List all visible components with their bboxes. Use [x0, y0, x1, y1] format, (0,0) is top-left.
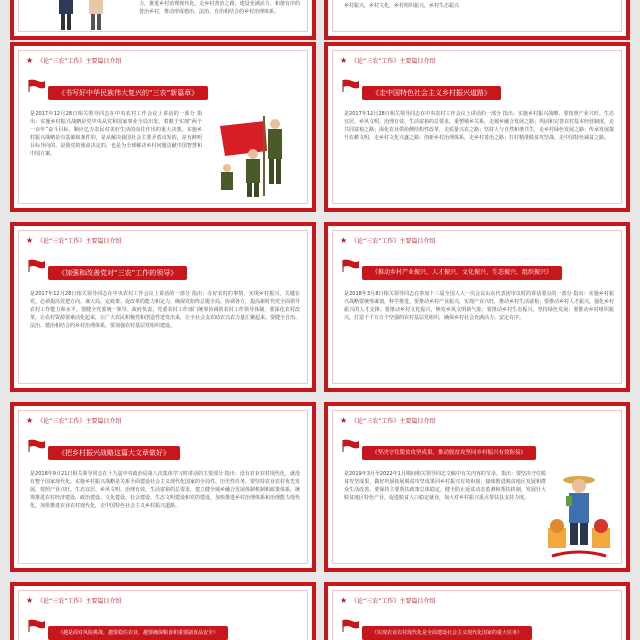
slide-title-banner: 《推动乡村产业振兴、人才振兴、文化振兴、生态振兴、组织振兴》 [362, 266, 562, 280]
star-icon: ★ [26, 55, 34, 65]
section-label: 《论“三农”工作》主要篇目介绍 [37, 598, 122, 605]
section-label: 《论“三农”工作》主要篇目介绍 [351, 238, 436, 245]
slide-title-banner: 《把乡村振兴战略这篇大文章做好》 [48, 446, 180, 460]
slide-header [26, 56, 121, 65]
slide-header [340, 416, 435, 425]
slide-title-banner: 《书写好中华民族伟大复兴的“三农”新篇章》 [48, 86, 208, 100]
flag-icon [342, 79, 360, 93]
slide-header [26, 596, 121, 605]
slide-header [26, 236, 121, 245]
slide-poverty-alleviation[interactable] [324, 402, 630, 572]
section-label: 《论“三农”工作》主要篇目介绍 [351, 58, 436, 65]
slide-big-article[interactable] [10, 402, 316, 572]
slide-top-left[interactable] [10, 0, 316, 40]
slide-title-banner: 《越是面对风险挑战，越要稳住农业，越要确保粮食和重要副食品安全》 [48, 626, 228, 640]
flag-icon [28, 619, 46, 633]
slide-body-text: 是2019年3月至2022年1月期间相关领导同志文稿中有关内容的节录。指出：要坚决守住脱贫攻坚成果，做好巩固拓展脱贫攻坚成果同乡村振兴有效衔接，接续推进脱贫地区发展和群众生活改善。要保持主要帮扶政策总体稳定，健全防止返贫动态监测和帮扶机制，发展壮大脱贫地区特色产业，促进脱贫人口稳定就业，加大对乡村振兴重点帮扶县支持力度。 [344, 471, 546, 501]
flag-icon [28, 439, 46, 453]
slide-title-banner: 《走中国特色社会主义乡村振兴道路》 [362, 86, 501, 100]
flag-icon [28, 79, 46, 93]
slide-header [340, 56, 435, 65]
slide-title-banner: 《坚决守住脱贫攻坚成果，推动脱贫攻坚同乡村振兴有效衔接》 [362, 446, 536, 460]
slide-title-banner: 《实现农业农村现代化是全面建设社会主义现代化国家的重大任务》 [362, 626, 532, 640]
slide-socialist-rural-road[interactable] [324, 42, 630, 212]
soldiers-flag-illustration [205, 106, 300, 206]
slide-body-text: 是2018年3月8日相关领导同志在参加十三届全国人大一次会议山东代表团审议时的讲话要点的一部分 指出：实施乡村振兴战略要统筹谋划，科学推进。要推动乡村产业振兴，实现产业兴旺，推动乡村生活富裕；要推动乡村人才振兴，强化乡村振兴的人才支撑；要推动乡村文化振兴，焕发乡风文明新气象；要推动乡村生态振兴，坚持绿色发展；要推动乡村组织振兴，打造千千万万个坚强的农村基层党组织，确保乡村社会充满活力、安定有序。 [344, 291, 615, 321]
slide-header [26, 416, 121, 425]
slide-body-text: 是2017年12月28日相关领导同志在中央农村工作会议上讲话的一部分 指出：实施乡村振兴战略，要按照产业兴旺、生态宜居、乡风文明、治理有效、生活富裕的总要求，重塑城乡关系，走城乡融合发展之路；巩固和完善农村基本经营制度，走共同富裕之路；深化农业供给侧结构性改革，走质量兴农之路；坚持人与自然和谐共生，走乡村绿色发展之路；传承发展提升农耕文明，走乡村文化兴盛之路；创新乡村治理体系，走乡村善治之路；打好精准脱贫攻坚战，走中国特色减贫之路。 [344, 111, 615, 141]
star-icon: ★ [340, 415, 348, 425]
slide-body-text: 是2017年12月28日相关领导同志在中央农村工作会议上讲话的一部分 指出：办好农村的事情，实现乡村振兴，关键在党。必须提高党把方向、谋大局、定政策、促改革的能力和定力，确保党始终总揽全局、协调各方，提高新时代党全面领导农村工作能力和水平。要健全党委统一领导、政府负责、党委农村工作部门统筹协调的农村工作领导体制，要深化农村改革，让农村资源要素活化起来，让广大农民积极性和创造性迸发出来，让全社会支农助农兴农力量汇聚起来。要健全自治、法治、德治相结合的乡村治理体系，要加强农村基层党组织建设。 [30, 291, 301, 329]
slide-five-revitalizations[interactable] [324, 222, 630, 392]
star-icon: ★ [26, 595, 34, 605]
slide-party-leadership[interactable] [10, 222, 316, 392]
slide-agricultural-modernization[interactable] [324, 582, 630, 640]
flag-icon [28, 259, 46, 273]
farmer-harvest-illustration [544, 466, 614, 566]
slide-body-text: 是2017年12月28日相关领导同志在中央农村工作会议上讲话的一部分 指出：实施乡村振兴战略是党中央从党和国家事业全局出发、着眼于实现“两个一百年”奋斗目标、顺应亿万农民对美好生活的向往作出的重大决策。实施乡村振兴战略是有基础和条件的，是从解决我国社会主要矛盾出发的，是有鲜明目标导向的，是我党的使命决定的，也是为全球解决乡村问题贡献中国智慧和中国方案。 [30, 111, 202, 157]
star-icon: ★ [26, 415, 34, 425]
star-icon: ★ [340, 55, 348, 65]
slide-body-text: 是2018年9月21日相关领导同志在十九届中央政治局第八次集体学习时讲话的主要部分 指出：没有农业农村现代化，就没有整个国家现代化。实施乡村振兴战略是关系全面建设社会主义现代化国家的全局性、历史性任务。要坚持农业农村优先发展，按照产业兴旺、生态宜居、乡风文明、治理有效、生活富裕的总要求，建立健全城乡融合发展体制机制和政策体系，统筹推进农村经济建设、政治建设、文化建设、社会建设、生态文明建设和党的建设，加快推进乡村治理体系和治理能力现代化，加快推进农业农村现代化，走中国特色社会主义乡村振兴道路。 [30, 471, 301, 509]
slide-top-right[interactable] [324, 0, 630, 40]
section-label: 《论“三农”工作》主要篇目介绍 [351, 598, 436, 605]
slide-stabilize-agriculture[interactable] [10, 582, 316, 640]
flag-icon [342, 619, 360, 633]
section-label: 《论“三农”工作》主要篇目介绍 [37, 238, 122, 245]
section-label: 《论“三农”工作》主要篇目介绍 [37, 58, 122, 65]
slide-body-text: 力，推进乡村治理现代化，走乡村善治之路，建设充满活力、和谐有序的善治乡村，推动形成德治、法治、自治相结合的乡村治理体系。 [139, 1, 300, 15]
slide-title-banner: 《加强和改善党对“三农”工作的领导》 [48, 266, 187, 280]
slide-header [340, 596, 435, 605]
slide-writing-new-chapter[interactable] [10, 42, 316, 212]
people-illustration [54, 0, 124, 34]
flag-icon [342, 439, 360, 453]
star-icon: ★ [26, 235, 34, 245]
slide-body-text: 乡村振兴，乡村文化，乡村组织振兴，乡村生态振兴 [344, 3, 460, 9]
slide-header [340, 236, 435, 245]
section-label: 《论“三农”工作》主要篇目介绍 [351, 418, 436, 425]
section-label: 《论“三农”工作》主要篇目介绍 [37, 418, 122, 425]
star-icon: ★ [340, 595, 348, 605]
star-icon: ★ [340, 235, 348, 245]
flag-icon [342, 259, 360, 273]
